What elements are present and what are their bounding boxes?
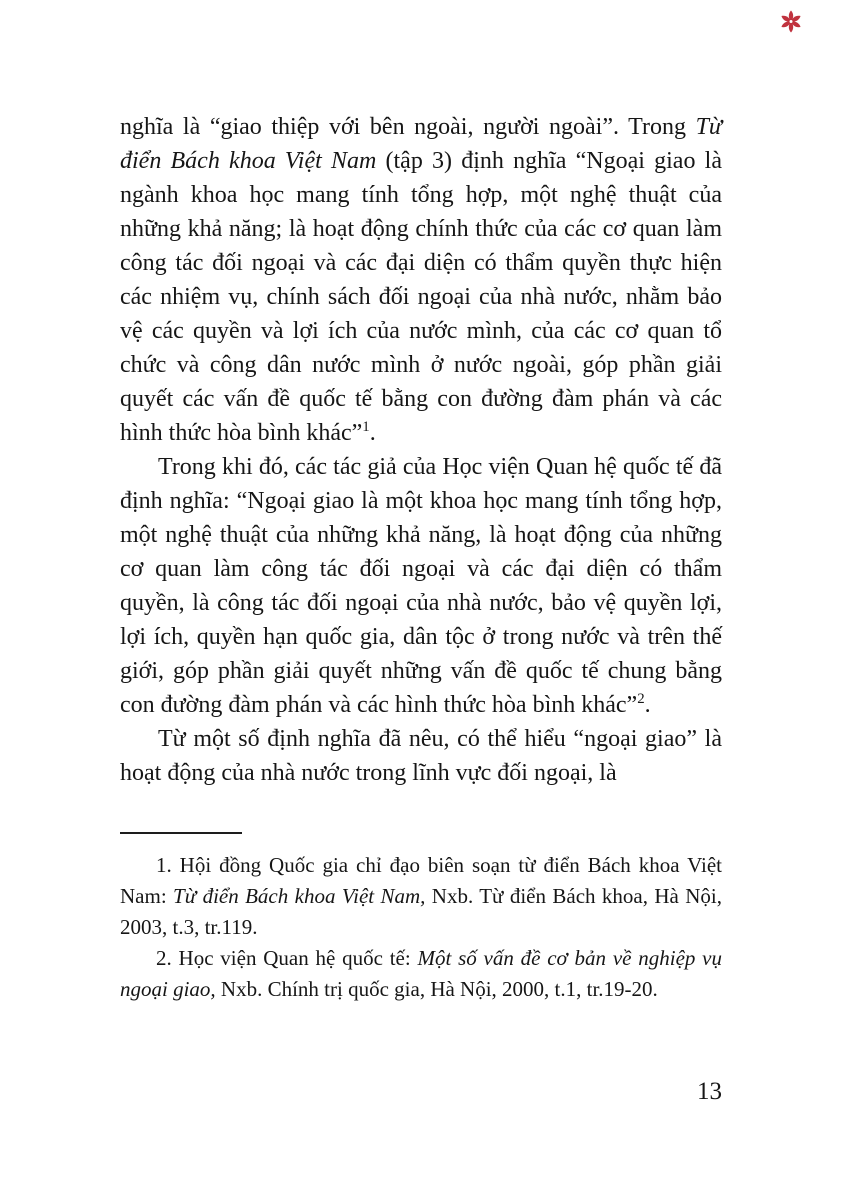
body-paragraph-1 [120, 110, 722, 450]
footnotes [120, 850, 722, 1005]
paragraph-1-text: nghĩa là “giao thiệp với bên ngoài, người ngoài”. Trong [120, 114, 696, 140]
paragraph-1-text-continued: (tập 3) định nghĩa “Ngoại giao là ngành khoa học mang tính tổng hợp, một nghệ thuật của những khả năng; là hoạt động chính thức của các cơ quan làm công tác đối ngoại và các đại diện có thẩm quyền thực hiện các nhiệm vụ, chính sách đối ngoại của nhà nước, nhằm bảo vệ các quyền và lợi ích của nước mình, của các cơ quan tổ chức và công dân nước mình ở nước ngoài, góp phần giải quyết các vấn đề quốc tế bằng con đường đàm phán và các hình thức hòa bình khác” [120, 148, 722, 446]
flower-icon [778, 8, 804, 35]
footnote-1-text: 1. Hội đồng Quốc gia chỉ đạo biên soạn từ điển Bách khoa Việt Nam: [120, 853, 722, 908]
footnote-separator [120, 832, 242, 834]
footnote-1-italic-title: Từ điển Bách khoa Việt Nam, [173, 884, 426, 908]
footnote-2-text-continued: Nxb. Chính trị quốc gia, Hà Nội, 2000, t.1, tr.19-20. [215, 977, 658, 1001]
body-text [120, 110, 722, 790]
paragraph-2-period: . [644, 692, 651, 718]
text-column [120, 110, 722, 1005]
footnote-ref-2: 2 [637, 691, 645, 707]
footnote-2-text: 2. Học viện Quan hệ quốc tế: [156, 946, 418, 970]
paragraph-3-text: Từ một số định nghĩa đã nêu, có thể hiểu “ngoại giao” là hoạt động của nhà nước trong lĩnh vực đối ngoại, là [120, 726, 722, 786]
paragraph-1-period: . [369, 420, 376, 446]
paragraph-1-italic-title: Từ điển Bách khoa Việt Nam [120, 114, 722, 174]
body-paragraph-3 [120, 722, 722, 790]
footnote-2 [120, 943, 722, 1005]
page-number: 13 [697, 1078, 722, 1105]
footnote-1 [120, 850, 722, 943]
footnote-1-text-continued: Nxb. Từ điển Bách khoa, Hà Nội, 2003, t.3, tr.119. [120, 884, 722, 939]
footnote-2-italic-title: Một số vấn đề cơ bản về nghiệp vụ ngoại giao, [120, 946, 722, 1001]
paragraph-2-text: Trong khi đó, các tác giả của Học viện Quan hệ quốc tế đã định nghĩa: “Ngoại giao là một khoa học mang tính tổng hợp, một nghệ thuật của những khả năng, là hoạt động của những cơ quan làm công tác đối ngoại và các đại diện có thẩm quyền, là công tác đối ngoại của nhà nước, bảo vệ quyền lợi, lợi ích, quyền hạn quốc gia, dân tộc ở trong nước và trên thế giới, góp phần giải quyết những vấn đề quốc tế chung bằng con đường đàm phán và các hình thức hòa bình khác” [120, 454, 722, 718]
footnote-ref-1: 1 [362, 419, 370, 435]
body-paragraph-2 [120, 450, 722, 722]
